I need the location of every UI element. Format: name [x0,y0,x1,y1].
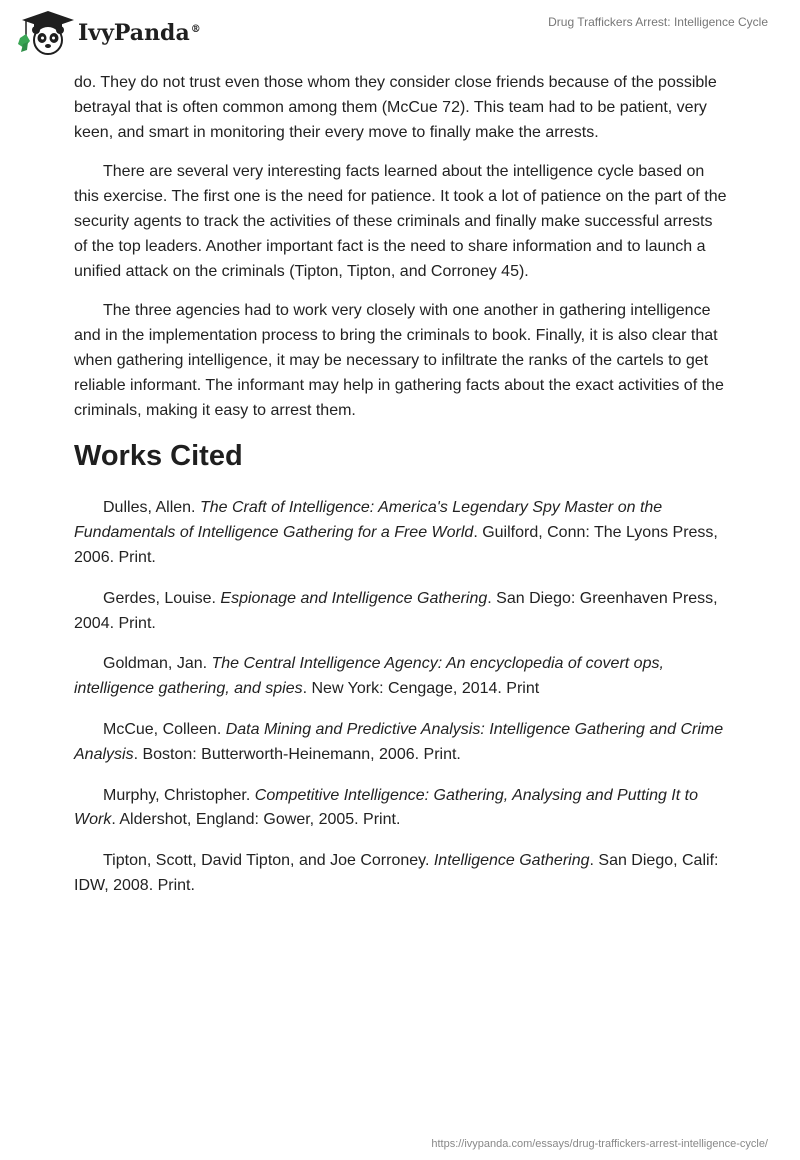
citation-author: Tipton, Scott, David Tipton, and Joe Corroney. [103,852,434,870]
body-paragraph: The three agencies had to work very closely with one another in gathering intelligence and in the implementation process to bring the criminals to book. Finally, it is also clear that when gathering intelligence, it may be necessary to infiltrate the ranks of the cartels to get reliable informant. The informant may help in gathering facts about the exact activities of the criminals, making it easy to arrest them. [74,302,724,419]
citation-author: Gerdes, Louise. [103,589,221,607]
citation-author: Goldman, Jan. [103,655,212,673]
citation-title: Espionage and Intelligence Gathering [220,589,488,607]
citation-author: McCue, Colleen. [103,720,226,738]
citation-publication: . Boston: Butterworth-Heinemann, 2006. Print. [133,745,461,763]
source-url-link[interactable]: https://ivypanda.com/essays/drug-traffickers-arrest-intelligence-cycle/ [431,1138,768,1150]
citation-author: Murphy, Christopher. [103,786,255,804]
citation-title: Intelligence Gathering [433,852,590,870]
citation-publication: . New York: Cengage, 2014. Print [302,680,540,698]
citation-title: Data Mining and Predictive Analysis: Intelligence Gathering and Crime Analysis [74,720,724,763]
citation-entry [74,849,730,899]
citation-author: Dulles, Allen. [103,499,200,517]
document-title: Drug Traffickers Arrest: Intelligence Cycle [548,15,768,29]
citation-publication: . San Diego, Calif: IDW, 2008. Print. [74,852,719,894]
body-paragraph: There are several very interesting facts learned about the intelligence cycle based on this exercise. The first one is the need for patience. It took a lot of patience on the part of the security agents to track the activities of these criminals and finally make successful arrests of the top leaders. Another important fact is the need to share information and to launch a unified attack on the criminals (Tipton, Tipton, and Corroney 45). [74,163,727,280]
citation-entry [74,496,730,570]
panda-graduate-icon [14,8,76,56]
ivypanda-logo[interactable] [14,8,201,56]
citation-publication: . San Diego: Greenhaven Press, 2004. Print. [74,589,718,632]
citation-publication: . Guilford, Conn: The Lyons Press, 2006. Print. [74,524,718,566]
citation-entry [74,587,730,637]
logo-text: IvyPanda® [78,20,201,46]
citation-title: The Craft of Intelligence: America's Legendary Spy Master on the Fundamentals of Intelligence Gathering for a Free World [74,499,663,542]
citation-title: The Central Intelligence Agency: An encyclopedia of covert ops, intelligence gathering, and spies [74,655,664,698]
works-cited-heading: Works Cited [74,440,243,473]
document-body [74,71,730,915]
body-paragraph: do. They do not trust even those whom they consider close friends because of the possible betrayal that is often common among them (McCue 72). This team had to be patient, very keen, and smart in monitoring their every move to finally make the arrests. [74,74,717,141]
page-header [0,0,800,64]
citation-publication: . Aldershot, England: Gower, 2005. Print. [111,811,401,829]
citation-title: Competitive Intelligence: Gathering, Analysing and Putting It to Work [74,786,698,829]
citation-entry [74,784,730,834]
citation-entry [74,718,730,768]
citation-entry [74,652,730,702]
